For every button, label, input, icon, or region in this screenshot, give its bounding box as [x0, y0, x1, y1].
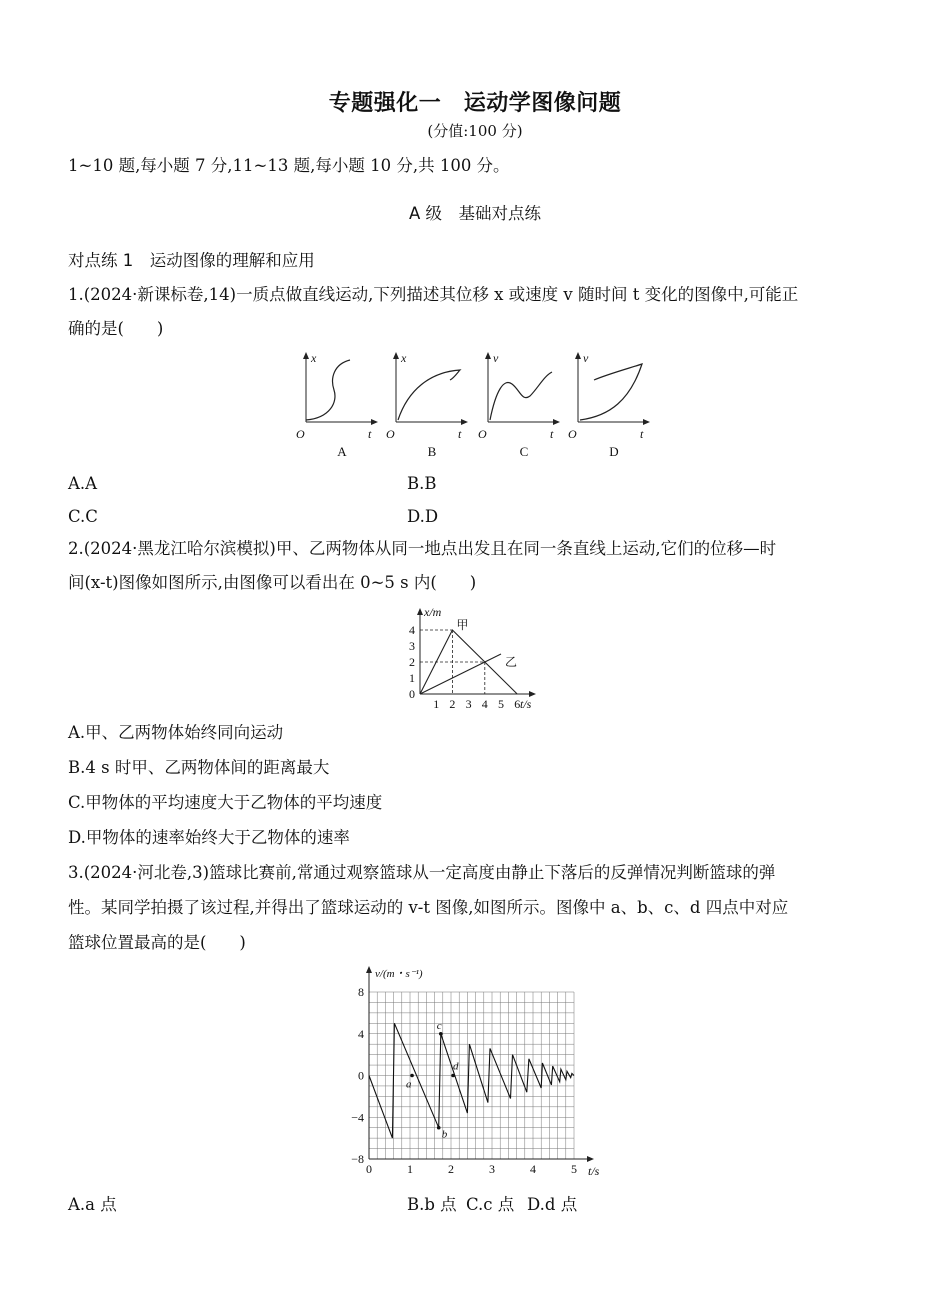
page-title: 专题强化一 运动学图像问题: [328, 91, 622, 116]
q3-vt-chart: [335, 962, 620, 1182]
q2-origin-label: 0: [409, 687, 415, 701]
q1-option-d: D.D: [407, 507, 439, 526]
q2-xtick-label: 1: [433, 697, 440, 711]
q1-stem-line1: 1.(2024·新课标卷,14)一质点做直线运动,下列描述其位移 x 或速度 v 随时间 t 变化的图像中,可能正: [68, 285, 799, 304]
q2-xtick-label: 3: [465, 697, 472, 711]
q1-option-b: B.B: [407, 474, 437, 493]
q3-point-b: [437, 1126, 441, 1130]
q1-graph-b-origin: O: [386, 427, 395, 441]
q3-velocity-series: [369, 1023, 574, 1138]
q1-graph-a-curve: [306, 360, 350, 420]
q2-stem-line1: 2.(2024·黑龙江哈尔滨模拟)甲、乙两物体从同一地点出发且在同一条直线上运动,它们的位移—时: [68, 539, 777, 558]
q2-xtick-label: 5: [498, 697, 504, 711]
practice-heading: 对点练 1 运动图像的理解和应用: [68, 251, 315, 270]
q3-point-c: [439, 1032, 443, 1036]
q3-ytick-label: −8: [351, 1152, 364, 1166]
q3-point-a: [410, 1074, 414, 1078]
q1-graph-a-origin: O: [296, 427, 305, 441]
q3-xtick-label: 3: [489, 1162, 495, 1176]
q2-ytick-label: 3: [409, 639, 415, 653]
q3-option-a: A.a 点: [68, 1195, 117, 1214]
q1-graph-d-caption: D: [609, 444, 619, 459]
q1-graph-d-origin: O: [568, 427, 577, 441]
section-heading: A 级 基础对点练: [408, 204, 542, 223]
q3-option-c: C.c 点: [466, 1195, 515, 1214]
q2-ytick-label: 2: [409, 655, 415, 669]
q1-graphs: [290, 350, 670, 465]
q3-ylabel: v/(m・s⁻¹): [375, 968, 423, 980]
q1-graph-c-ylabel: v: [493, 351, 499, 365]
score-intro: 1~10 题,每小题 7 分,11~13 题,每小题 10 分,共 100 分。: [68, 156, 510, 175]
q1-graph-b-caption: B: [427, 444, 437, 459]
q1-graph-a-xlabel: t: [368, 427, 372, 441]
q3-ytick-label: 8: [358, 985, 364, 999]
q3-point-label-c: c: [436, 1019, 442, 1032]
q3-option-b: B.b 点: [407, 1195, 457, 1214]
q1-graph-b-curve: [398, 370, 460, 420]
q1-option-a: A.A: [68, 474, 98, 493]
q2-stem-line2: 间(x-t)图像如图所示,由图像可以看出在 0~5 s 内( ): [68, 573, 477, 592]
q1-graph-c-xlabel: t: [550, 427, 554, 441]
q3-x-arrow: [587, 1156, 594, 1162]
q2-option-c: C.甲物体的平均速度大于乙物体的平均速度: [68, 793, 383, 812]
score-subtitle: (分值:100 分): [427, 122, 523, 140]
q1-graph-b-xlabel: t: [458, 427, 462, 441]
q2-xtick-label: 6: [514, 697, 521, 711]
q3-point-d: [451, 1074, 455, 1078]
q2-series-jia: [420, 630, 517, 694]
q2-xtick-label: 2: [449, 697, 456, 711]
q3-xtick-label: 4: [530, 1162, 536, 1176]
q3-xtick-label: 1: [407, 1162, 413, 1176]
q2-xlabel: t/s: [520, 697, 532, 711]
q3-y-arrow: [366, 966, 372, 973]
q3-ytick-label: 4: [358, 1026, 364, 1041]
q2-y-arrow: [417, 608, 423, 615]
q3-stem-line3: 篮球位置最高的是( ): [68, 933, 246, 952]
q1-graph-c-caption: C: [519, 444, 529, 459]
q1-option-c: C.C: [68, 507, 98, 526]
q2-xtick-label: 4: [481, 697, 488, 711]
q1-stem-line2: 确的是( ): [68, 319, 164, 338]
q1-graph-a-ylabel: x: [311, 351, 317, 365]
q3-xtick-label: 0: [366, 1162, 372, 1176]
q3-stem-line1: 3.(2024·河北卷,3)篮球比赛前,常通过观察篮球从一定高度由静止下落后的反弹情况判断篮球的弹: [68, 863, 776, 882]
q2-option-a: A.甲、乙两物体始终同向运动: [68, 723, 284, 742]
q3-xtick-label: 2: [448, 1162, 454, 1176]
q3-ytick-label: 0: [358, 1068, 364, 1083]
q1-graph-d-ylabel: v: [583, 351, 589, 365]
q3-stem-line2: 性。某同学拍摄了该过程,并得出了篮球运动的 v-t 图像,如图所示。图像中 a、b、c、d 四点中对应: [68, 898, 789, 917]
q3-option-d: D.d 点: [527, 1195, 578, 1214]
q2-option-d: D.甲物体的速率始终大于乙物体的速率: [68, 828, 350, 847]
q3-point-label-a: a: [406, 1078, 412, 1091]
q2-ylabel: x/m: [424, 605, 442, 619]
q2-label-jia: 甲: [456, 618, 469, 632]
q1-graph-d-xlabel: t: [640, 427, 644, 441]
q2-option-b: B.4 s 时甲、乙两物体间的距离最大: [68, 758, 330, 777]
q2-label-yi: 乙: [505, 655, 518, 669]
q1-graph-c-origin: O: [478, 427, 487, 441]
q1-graph-d-curve: [580, 364, 642, 420]
q2-xt-chart: [400, 602, 550, 714]
q1-graph-a-caption: A: [337, 444, 347, 459]
q2-ytick-label: 4: [409, 623, 415, 637]
q2-ytick-label: 1: [409, 671, 415, 685]
q3-xlabel: t/s: [588, 1164, 600, 1178]
q1-graph-c-curve: [490, 372, 552, 420]
q3-point-label-b: b: [441, 1128, 448, 1141]
q2-series-yi: [420, 654, 501, 694]
q3-point-label-d: d: [453, 1060, 459, 1073]
q3-ytick-label: −4: [351, 1110, 364, 1125]
q1-graph-b-ylabel: x: [401, 351, 407, 365]
q3-xtick-label: 5: [571, 1162, 577, 1176]
